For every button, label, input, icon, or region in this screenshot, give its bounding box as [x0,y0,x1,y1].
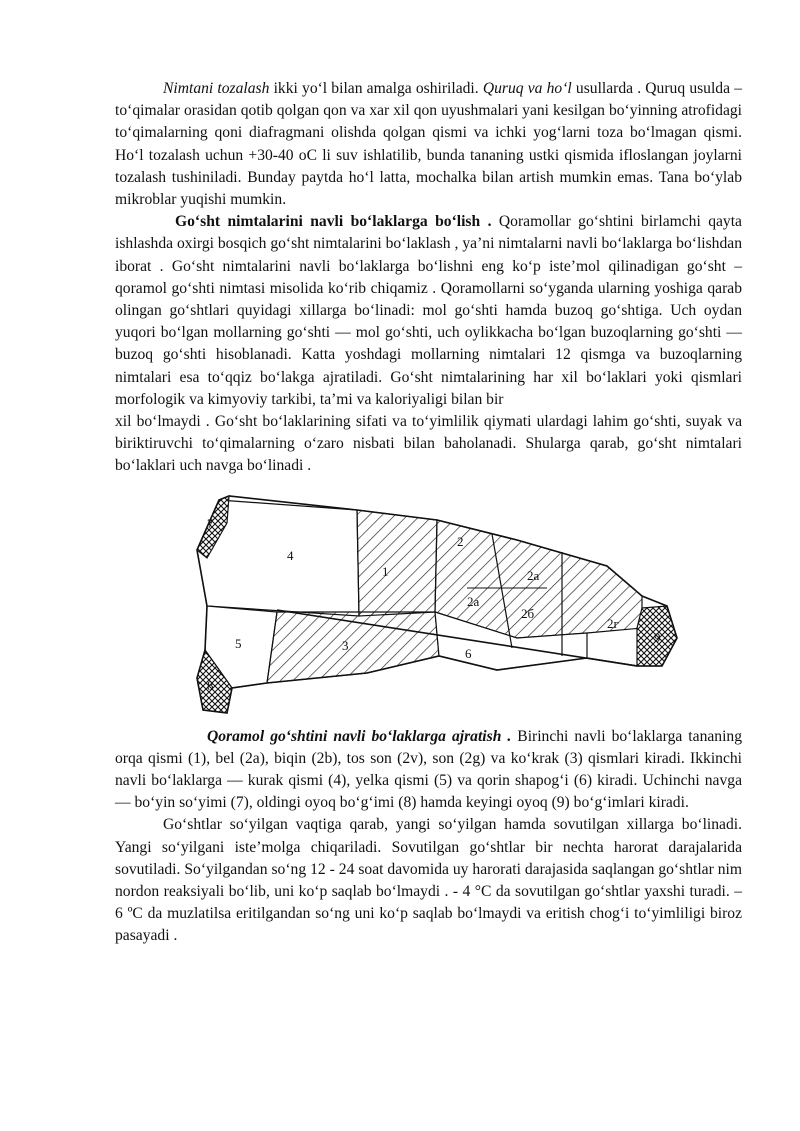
cut-label-9: 9 [654,629,661,645]
paragraph-beef-grades [115,726,742,815]
paragraph-text: xil bo‘lmaydi . Go‘sht bo‘laklarining sifati va to‘yimlilik qiymati ulardagi lahim go‘shti, suyak va biriktiruvchi to‘qimalarning o‘zaro nisbati bilan baholanadi. Shularga qarab, go‘sht nimtalari bo‘laklari uch navga bo‘linadi . [115,413,742,475]
beef-carcass-cut-diagram [167,488,697,720]
cut-label-8: 8 [207,677,214,693]
cut-label-2g: 2г [607,615,619,631]
cut-label-3: 3 [342,637,349,653]
section-heading-cutting: Go‘sht nimtalarini navli bo‘laklarga bo‘lish . [175,213,492,231]
paragraph-cleaning [115,78,742,211]
document-page [115,78,742,948]
cut-label-6: 6 [465,645,472,661]
cut-label-4: 4 [287,547,294,563]
cut-label-2: 2 [457,533,464,549]
paragraph-cutting [115,211,742,411]
cut-label-2b: 2б [521,605,535,621]
paragraph-text: Qoramollar go‘shtini birlamchi qayta ishlashda oxirgi bosqich go‘sht nimtalarini bo‘laklash , ya’ni nimtalarni navli bo‘laklarga bo‘lishdan iborat . Go‘sht nimtalarini navli bo‘laklarga bo‘lishni eng ko‘p iste’mol qilinadigan go‘sht – qoramol go‘shti nimtasi misolida ko‘rib chiqamiz . Qoramollarni so‘yganda ularning yoshiga qarab olingan go‘shtlari quyidagi xillarga bo‘linadi: mol go‘shti hamda buzoq go‘shtiga. Uch oydan yuqori bo‘lgan mollarning go‘shti — mol go‘shti, uch oylikkacha bo‘lgan buzoqlarning go‘shti — buzoq go‘shti hisoblanadi. Katta yoshdagi mollarning nimtalari 12 qismga va buzoqlarning nimtalari esa to‘qqiz bo‘lakga ajratiladi. Go‘sht nimtalarining har xil bo‘laklari yoki qismlari morfologik va kimyoviy tarkibi, ta’mi va kaloriyaligi bilan bir [115,213,742,408]
cut-label-2a: 2a [467,593,480,609]
term-dry-wet: Quruq va ho‘l [482,80,572,97]
paragraph-chilling [115,814,742,947]
paragraph-text: usullarda . Quruq usulda – to‘qimalar orasidan qotib qolgan qon va xar xil qon uyushmalari yani kesilgan bo‘yinning atrofidagi to‘qimalarning qoni diafragmani olishda qolgan qismi va ichki yog‘larni toza bo‘lmagan qismi. Ho‘l tozalash uchun +30-40 oC li suv ishlatilib, bunda tananing ustki qismida ifloslangan joylarni tozalash tushiniladi. Bunday paytda ho‘l latta, mochalka bilan artish mumkin emas. Tana bo‘ylab mikroblar yuqishi mumkin. [115,80,742,209]
cut-3-brisket [267,612,439,683]
cut-label-5: 5 [235,635,242,651]
term-carcass-cleaning: Nimtani tozalash [163,80,270,97]
paragraph-text: ikki yo‘l bilan amalga oshiriladi. [269,80,483,97]
cut-1-back [357,510,437,616]
section-heading-beef-grades: Qoramol go‘shtini navli bo‘laklarga ajratish . [207,727,512,745]
cut-label-1: 1 [382,563,389,579]
cut-label-2a: 2a [527,567,540,583]
paragraph-text: Birinchi navli bo‘laklarga tananing orqa qismi (1), bel (2a), biqin (2b), tos son (2v), son (2g) va ko‘krak (3) qismlari kiradi. Ikkinchi navli bo‘laklarga — kurak qismi (4), yelka qismi (5) va qorin shapog‘i (6) kiradi. Uchinchi navga — bo‘yin so‘yimi (7), oldingi oyoq bo‘g‘imi (8) hamda keyingi oyoq (9) bo‘g‘imlari kiradi. [115,727,743,812]
paragraph-text: Go‘shtlar so‘yilgan vaqtiga qarab, yangi so‘yilgan hamda sovutilgan xillarga bo‘linadi. Yangi so‘yilgani iste’molga chiqariladi. Sovutilgan go‘shtlar bir nechta harorat darajalarida sovutiladi. So‘yilgandan so‘ng 12 - 24 soat davomida uy harorati darajasida saqlangan go‘shtlar nim nordon reaksiyali bo‘lib, uni ko‘p saqlab bo‘lmaydi . - 4 °C da sovutilgan go‘shtlar yaxshi turadi. – 6 ºC da muzlatilsa eritilgandan so‘ng uni ko‘p saqlab bo‘lmaydi va eritish chog‘i to‘yimliligi biroz pasayadi . [115,816,742,945]
cut-label-7: 7 [207,515,214,531]
paragraph-cutting-continued [115,411,742,478]
